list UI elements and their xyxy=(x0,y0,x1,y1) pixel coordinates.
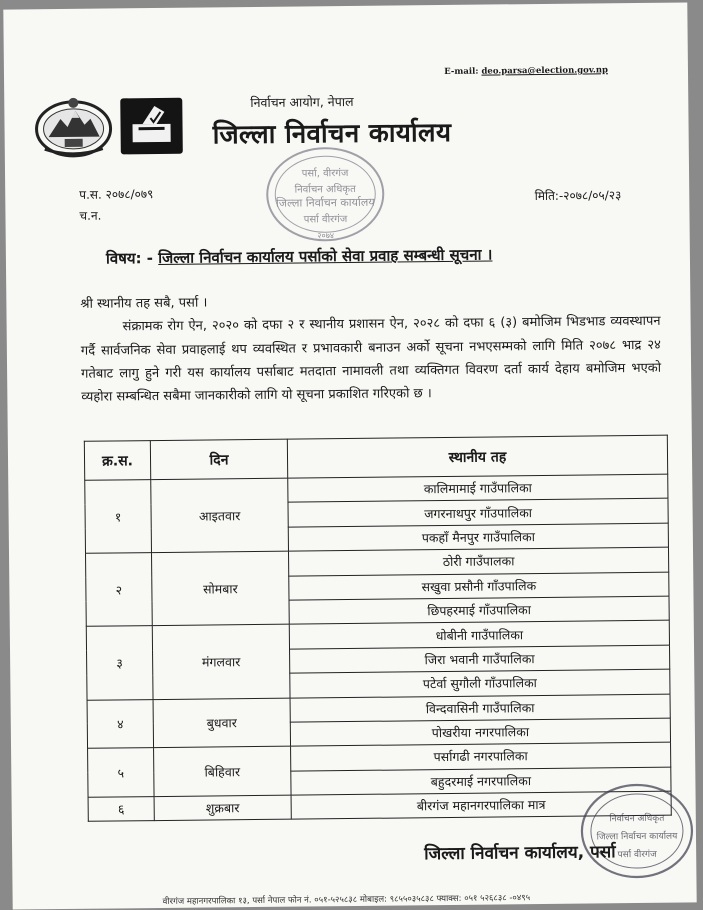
col-header-sn: क्र.स. xyxy=(84,441,150,481)
col-header-day: दिन xyxy=(150,439,287,479)
letter-date: मिति:-२०७८/०५/२३ xyxy=(534,188,622,204)
seal-year: २०७४ xyxy=(317,231,335,241)
signature-office: जिल्ला निर्वाचन कार्यालय, पर्सा xyxy=(424,842,616,865)
serial-cell: ५ xyxy=(88,748,155,797)
notice-page xyxy=(3,2,696,909)
local-body-cell: बहुदरमाई नगरपालिका xyxy=(291,767,671,795)
serial-cell: ३ xyxy=(86,626,153,700)
letter-number: प.स. २०७८/०७९ xyxy=(79,187,154,202)
local-body-cell: जगरनाथपुर गाँउपालिका xyxy=(288,499,668,527)
commission-name: निर्वाचन आयोग, नेपाल xyxy=(250,93,354,111)
day-cell: आइतवार xyxy=(151,478,289,553)
day-cell: सोमबार xyxy=(152,551,290,626)
addressee: श्री स्थानीय तह सबै, पर्सा । xyxy=(80,295,208,312)
subject-text: जिल्ला निर्वाचन कार्यालय पर्साको सेवा प्रवाह सम्बन्धी सूचना । xyxy=(158,245,493,267)
day-cell: बुधवार xyxy=(153,698,291,748)
email-label: E-mail: xyxy=(444,66,479,77)
local-body-cell: विन्दवासिनी गाउँपालिका xyxy=(290,694,670,722)
schedule-table xyxy=(84,435,672,823)
reference-block xyxy=(79,184,154,227)
seal2-line-1: निर्वाचन अधिकृत xyxy=(609,813,665,825)
dispatch-number: च.न. xyxy=(79,208,102,223)
local-body-cell: ठोरी गाउँपालका xyxy=(288,547,668,575)
table-header-row xyxy=(84,435,667,480)
ballot-logo-icon xyxy=(120,98,183,155)
day-cell: बिहिवार xyxy=(154,746,292,796)
seal-line-location: पर्सा, वीरगंज xyxy=(301,168,349,180)
seal-line-2: जिल्ला निर्वाचन कार्यालय xyxy=(275,195,375,210)
local-body-cell: छिपहरमाई गाँउपालिका xyxy=(289,596,669,624)
notice-paragraph: संक्रामक रोग ऐन, २०२० को दफा २ र स्थानीय प्रशासन ऐन, २०२८ को दफा ६ (३) बमोजिम भिडभाड व्यवस्थापन गर्दै सार्वजनिक सेवा प्रवाहलाई थप व्यवस्थित र प्रभावकारी बनाउन अर्को सूचना नभएसम्मको लागि मिति २०७८ भाद्र २४ गतेबाट लागु हुने गरी यस कार्यालय पर्साबाट मतदाता नामावली तथा व्यक्तिगत विवरण दर्ता कार्य देहाय बमोजिम भएको व्यहोरा सम्बन्धित सबैमा जानकारीको लागि यो सूचना प्रकाशित गरिएको छ । xyxy=(80,314,662,405)
seal2-line-3: पर्सा वीरगंज xyxy=(617,849,657,861)
office-title: जिल्ला निर्वाचन कार्यालय xyxy=(212,117,452,151)
notice-body xyxy=(80,287,661,410)
col-header-local-body: स्थानीय तह xyxy=(287,435,667,478)
local-body-cell: पटेर्वा सुगौली गाँउपालिका xyxy=(290,669,670,697)
local-body-cell: जिरा भवानी गाउँपालिका xyxy=(290,645,670,673)
office-seal-icon xyxy=(263,144,388,245)
subject-line xyxy=(106,244,493,268)
email-line xyxy=(444,65,608,77)
local-body-cell: पोखरीया नगरपालिका xyxy=(290,718,670,746)
seal-line-3: पर्सा वीरगंज xyxy=(303,214,348,226)
serial-cell: ६ xyxy=(88,797,154,822)
seal2-line-2: जिल्ला निर्वाचन कार्यालय xyxy=(596,831,678,843)
subject-label: विषय: - xyxy=(105,249,154,268)
footer-contact: वीरगंज महानगरपालिका १३, पर्सा नेपाल फोन नं. ०५१-५२५८३८ मोबाइल: ९८५५०३५८३८ फ्याक्स: ०५१ ५२६८३८ -०४९५ xyxy=(162,893,531,907)
signature-seal-icon xyxy=(577,780,696,881)
day-cell: शुक्रबार xyxy=(154,795,291,821)
local-body-cell: धोबीनी गाउँपालिका xyxy=(289,621,669,649)
day-cell: मंगलवार xyxy=(152,624,290,699)
serial-cell: ४ xyxy=(87,699,154,748)
local-body-cell: सखुवा प्रसौनी गाँउपालिक xyxy=(289,572,669,600)
serial-cell: २ xyxy=(86,553,153,627)
local-body-cell: पर्सागढी नगरपालिका xyxy=(291,742,671,770)
local-body-cell: पकहाँ मैनपुर गाउँपालिका xyxy=(288,523,668,551)
seal-line-1: निर्वाचन अधिकृत xyxy=(294,183,356,196)
local-body-cell: बीरगंज महानगरपालिका मात्र xyxy=(291,791,671,819)
email-address[interactable]: deo.parsa@election.gov.np xyxy=(481,65,609,77)
serial-cell: १ xyxy=(85,480,152,554)
nepal-emblem-icon xyxy=(34,94,113,161)
local-body-cell: कालिमामाई गाउँपालिका xyxy=(288,474,668,502)
